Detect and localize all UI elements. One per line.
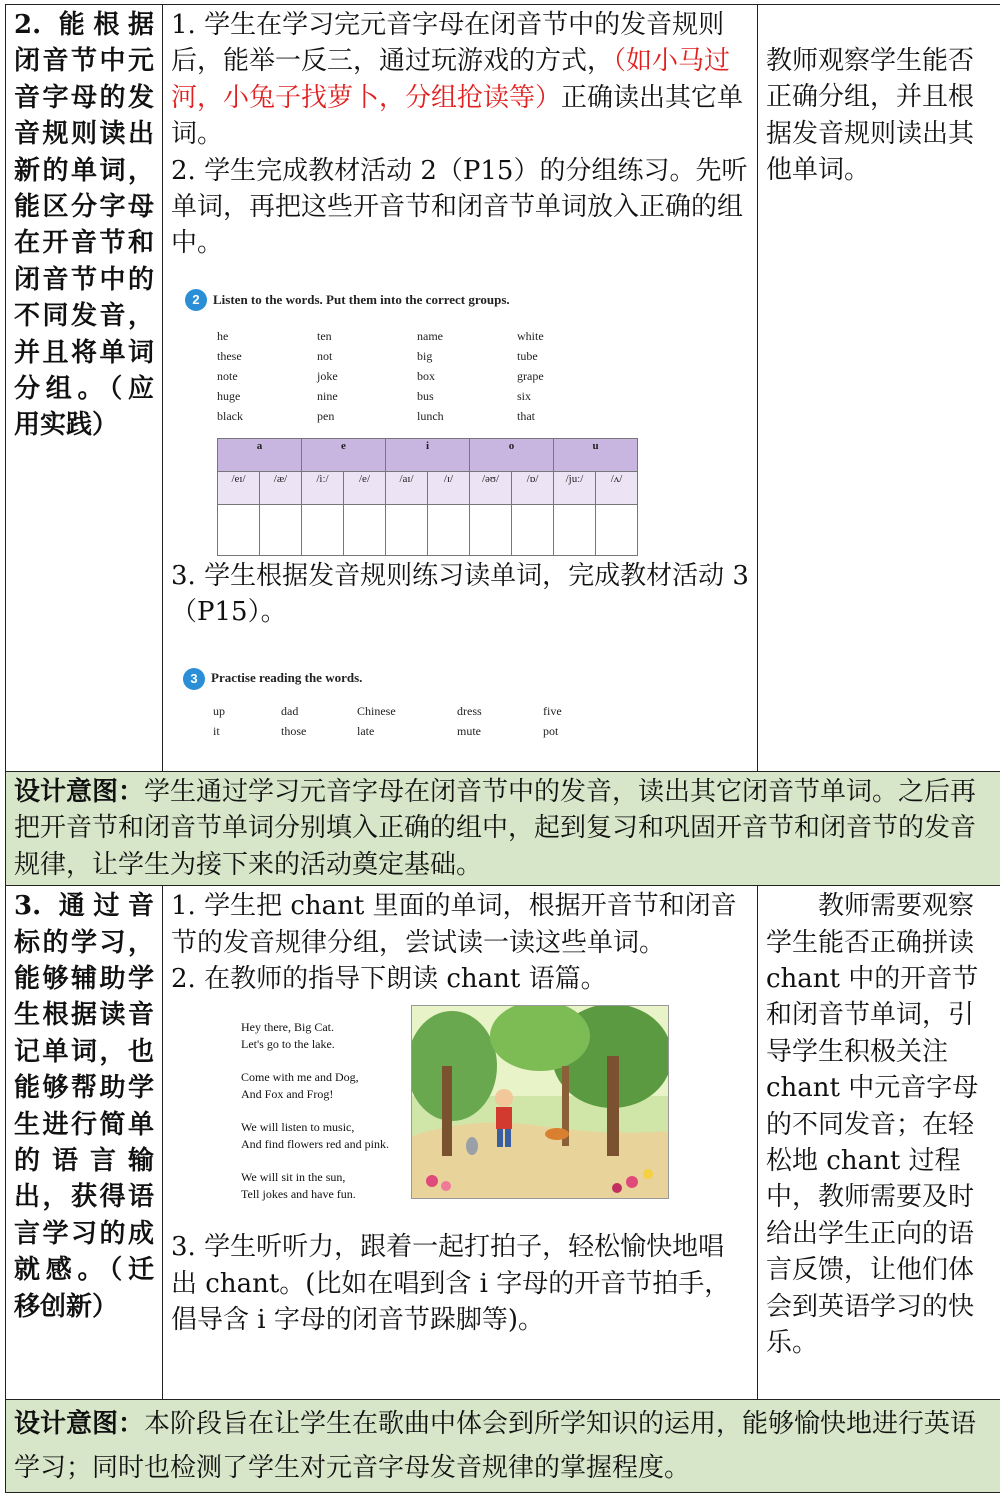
word-item: black <box>217 409 243 424</box>
chant-illustration <box>411 1005 669 1199</box>
activity-number-badge: 3 <box>183 668 205 690</box>
answer-cell <box>554 505 596 556</box>
word-list <box>217 326 749 426</box>
practice-word-row <box>213 721 749 741</box>
activity-item: 1. 学生在学习完元音字母在闭音节中的发音规则后，能举一反三，通过玩游戏的方式，（如小马过河，小兔子找萝卜，分组抢读等）正确读出其它单词。 <box>171 10 744 150</box>
chant-line: And Fox and Frog! <box>241 1087 334 1102</box>
objective-text: 3. 通过音标的学习，能够辅助学生根据读音记单词，也能够帮助学生进行简单的语言输出，获得语言学习的成就感。（迁移创新） <box>14 891 154 1322</box>
vowel-header-cell: u <box>554 439 638 472</box>
chant-line: Tell jokes and have fun. <box>241 1187 356 1202</box>
objective-cell <box>6 5 163 772</box>
answer-cell <box>344 505 386 556</box>
practice-word-list <box>171 701 749 741</box>
word-item: nine <box>317 389 338 404</box>
word-item: pen <box>317 409 335 424</box>
activity-item: 2. 在教师的指导下朗读 chant 语篇。 <box>171 964 607 995</box>
vowel-group-table <box>217 438 638 556</box>
textbook-figure-activity3 <box>171 659 749 738</box>
textbook-figure-activity2 <box>171 280 749 550</box>
phonetic-symbol-cell: /ʌ/ <box>596 472 638 505</box>
chant-line: We will listen to music, <box>241 1120 355 1135</box>
design-intent-label: 设计意图： <box>14 777 145 807</box>
answer-cell <box>302 505 344 556</box>
phonetic-symbol-cell: /ɒ/ <box>512 472 554 505</box>
vowel-header-cell: o <box>470 439 554 472</box>
word-item: these <box>217 349 242 364</box>
lesson-plan-table <box>5 4 1000 1493</box>
table-row <box>6 772 1000 886</box>
word-item: he <box>217 329 229 344</box>
word-item: pot <box>543 723 559 738</box>
chant-stanza <box>241 1019 411 1053</box>
chant-figure <box>241 1005 749 1219</box>
game-examples: （如小马过河，小兔子找萝卜，分组抢读等） <box>171 46 731 113</box>
objective-cell <box>6 886 163 1400</box>
word-item: it <box>213 723 220 738</box>
phonetic-symbol-cell: /juː/ <box>554 472 596 505</box>
vowel-header-cell: e <box>302 439 386 472</box>
assessment-text: 教师观察学生能否正确分组，并且根据发音规则读出其他单词。 <box>766 46 975 186</box>
chant-stanza <box>241 1169 411 1203</box>
word-item: up <box>213 703 225 718</box>
phonetic-symbol-cell: /aɪ/ <box>386 472 428 505</box>
word-item: huge <box>217 389 241 404</box>
design-intent-text: 学生通过学习元音字母在闭音节中的发音，读出其它闭音节单词。之后再把开音节和闭音节单词分别填入正确的组中，起到复习和巩固开音节和闭音节的发音规律，让学生为接下来的活动奠定基础。 <box>14 777 977 880</box>
design-intent-cell <box>6 772 1000 886</box>
design-intent-text: 本阶段旨在让学生在歌曲中体会到所学知识的运用，能够愉快地进行英语学习；同时也检测了学生对元音字母发音规律的掌握程度。 <box>14 1409 977 1484</box>
assessment-cell <box>758 886 1000 1400</box>
design-intent-cell <box>6 1400 1000 1493</box>
chant-line: And find flowers red and pink. <box>241 1137 389 1152</box>
table-row <box>6 886 1000 1400</box>
answer-cell <box>512 505 554 556</box>
word-item: those <box>281 723 307 738</box>
phonetic-symbol-cell: /æ/ <box>260 472 302 505</box>
phonetic-symbol-cell: /eɪ/ <box>218 472 260 505</box>
word-item: dad <box>281 703 299 718</box>
phonetic-symbol-cell: /ɪ/ <box>428 472 470 505</box>
assessment-cell <box>758 5 1000 772</box>
activity-item: 1. 学生把 chant 里面的单词，根据开音节和闭音节的发音规律分组，尝试读一读这些单词。 <box>171 891 737 958</box>
design-intent-label: 设计意图： <box>14 1409 145 1440</box>
activity-item: 2. 学生完成教材活动 2（P15）的分组练习。先听单词，再把这些开音节和闭音节单词放入正确的组中。 <box>171 155 748 259</box>
chant-line: Come with me and Dog, <box>241 1070 359 1085</box>
forest-scene-illustration <box>412 1006 668 1198</box>
phonetic-symbol-cell: /iː/ <box>302 472 344 505</box>
vowel-header-cell: i <box>386 439 470 472</box>
word-item: grape <box>517 369 544 384</box>
chant-line: Hey there, Big Cat. <box>241 1020 334 1035</box>
activity-number-badge: 2 <box>185 289 207 311</box>
answer-cell <box>470 505 512 556</box>
word-item: bus <box>417 389 434 404</box>
word-item: box <box>417 369 435 384</box>
activity-cell <box>163 5 758 772</box>
chant-line: Let's go to the lake. <box>241 1037 335 1052</box>
answer-cell <box>218 505 260 556</box>
chant-line: We will sit in the sun, <box>241 1170 346 1185</box>
chant-stanza <box>241 1069 411 1103</box>
word-item: not <box>317 349 333 364</box>
word-item: dress <box>457 703 482 718</box>
word-item: big <box>417 349 433 364</box>
figure-title: Practise reading the words. <box>211 670 363 686</box>
word-item: mute <box>457 723 481 738</box>
answer-row <box>218 505 638 556</box>
word-item: lunch <box>417 409 444 424</box>
assessment-text: 教师需要观察学生能否正确拼读 chant 中的开音节和闭音节单词，引导学生积极关注 chant 中元音字母的不同发音；在轻松地 chant 过程中，教师需要及时给出学生正向的语言反馈，让他们体会到英语学习的快乐。 <box>766 891 979 1359</box>
word-item: five <box>543 703 562 718</box>
figure-title: Listen to the words. Put them into the correct groups. <box>213 291 510 307</box>
phonetic-symbol-row <box>218 472 638 505</box>
word-item: six <box>517 389 532 404</box>
word-item: note <box>217 369 238 384</box>
chant-lyrics <box>241 1005 411 1219</box>
vowel-header-cell: a <box>218 439 302 472</box>
objective-text: 2. 能根据闭音节中元音字母的发音规则读出新的单词，能区分字母在开音节和闭音节中的不同发音，并且将单词分组。（应用实践） <box>14 10 154 441</box>
word-item: white <box>517 329 544 344</box>
activity-item: 3. 学生听听力，跟着一起打拍子，轻松愉快地唱出 chant。(比如在唱到含 i 字母的开音节拍手，倡导含 i 字母的闭音节跺脚等)。 <box>171 1232 731 1336</box>
word-item: late <box>357 723 375 738</box>
answer-cell <box>428 505 470 556</box>
word-item: joke <box>317 369 338 384</box>
activity-cell <box>163 886 758 1400</box>
word-item: name <box>417 329 443 344</box>
practice-word-row <box>213 701 749 721</box>
answer-cell <box>596 505 638 556</box>
word-item: ten <box>317 329 332 344</box>
word-item: Chinese <box>357 703 396 718</box>
word-item: that <box>517 409 535 424</box>
phonetic-symbol-cell: /əʊ/ <box>470 472 512 505</box>
word-item: tube <box>517 349 538 364</box>
phonetic-symbol-cell: /e/ <box>344 472 386 505</box>
answer-cell <box>260 505 302 556</box>
activity-item: 3. 学生根据发音规则练习读单词，完成教材活动 3（P15）。 <box>171 560 749 628</box>
chant-stanza <box>241 1119 411 1153</box>
table-row <box>6 5 1000 772</box>
table-row <box>6 1400 1000 1493</box>
answer-cell <box>386 505 428 556</box>
vowel-header-row <box>218 439 638 472</box>
